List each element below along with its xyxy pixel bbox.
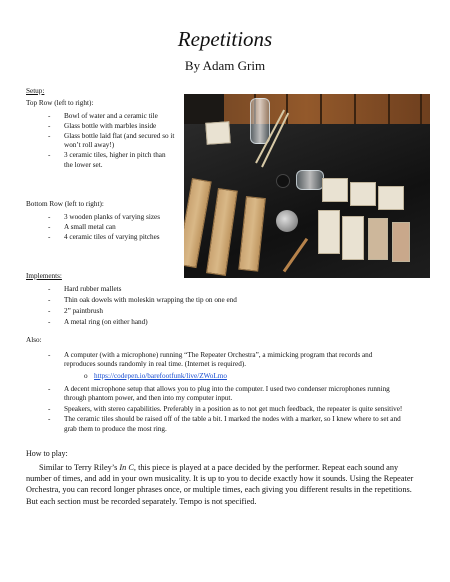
tile-high [378, 186, 404, 210]
list-item: - A computer (with a microphone) running “The Repeater Orchestra”, a mimicking program that records and reproduces sounds randomly in real time. (Internet is required). [64, 351, 404, 370]
list-item: - 4 ceramic tiles of varying pitches [64, 233, 176, 242]
how-to-play-heading: How to play: [26, 449, 68, 458]
also-list [64, 351, 404, 371]
repeater-orchestra-link[interactable]: https://codepen.io/barefootfunk/live/ZWoLmo [94, 372, 227, 380]
also-heading: Also: [26, 336, 42, 344]
implements-list [64, 285, 394, 327]
implements-heading: Implements: [26, 272, 62, 280]
tile-low [392, 222, 410, 262]
list-item: - Glass bottle with marbles inside [64, 122, 176, 131]
tile-high [322, 178, 348, 202]
top-row-list [64, 112, 176, 170]
tile-top-left [205, 121, 230, 145]
list-item: - 2” paintbrush [64, 307, 394, 316]
bottom-row-heading: Bottom Row (left to right): [26, 200, 104, 208]
top-row-heading: Top Row (left to right): [26, 99, 94, 107]
list-item-link [94, 372, 394, 381]
list-item: - Glass bottle laid flat (and secured so it won’t roll away!) [64, 132, 176, 151]
paragraph-text-pre: Similar to Terry Riley’s [39, 463, 120, 472]
also-list-continued [64, 385, 404, 434]
setup-heading: Setup: [26, 87, 45, 95]
tile-low [318, 210, 340, 254]
list-item: - Thin oak dowels with moleskin wrapping the tip on one end [64, 296, 394, 305]
glass-bottle-upright [250, 98, 270, 144]
paragraph-text-post: , this piece is played at a pace decided by the performer. Repeat each sound any number of times, and add in your own musicality. It is up to you to decide exactly how it sounds. Using the Repeater Orchestra, you can record longer phrases once, or multiple times, each giving you different results in the repetitions. But each section must be recorded separately. Tempo is not specified. [26, 463, 414, 506]
bottom-row-list [64, 213, 176, 242]
how-to-play-paragraph [26, 462, 424, 507]
list-item: - Bowl of water and a ceramic tile [64, 112, 176, 121]
link-list [94, 372, 394, 381]
metal-can [276, 210, 298, 232]
list-item: - 3 wooden planks of varying sizes [64, 213, 176, 222]
list-item: - A small metal can [64, 223, 176, 232]
tile-low [368, 218, 388, 260]
author-line: By Adam Grim [184, 58, 266, 73]
list-item: - Hard rubber mallets [64, 285, 394, 294]
rubber-mallet [276, 174, 290, 188]
setup-photo [184, 94, 430, 278]
list-item: - 3 ceramic tiles, higher in pitch than the lower set. [64, 151, 176, 170]
tile-low [342, 216, 364, 260]
list-item: - The ceramic tiles should be raised off of the table a bit. I marked the nodes with a marker, so I knew where to set and grab them to produce the most ring. [64, 415, 404, 434]
list-item: - Speakers, with stereo capabilities. Preferably in a position as to not get much feedback, the repeater is quite sensitive! [64, 405, 404, 414]
list-item: - A decent microphone setup that allows you to plug into the computer. I used two condenser microphones running through phantom power, and then into my computer input. [64, 385, 404, 404]
tile-high [350, 182, 376, 206]
paragraph-title-in-c: In C [119, 463, 134, 472]
glass-bottle-flat [296, 170, 324, 190]
list-item: - A metal ring (on either hand) [64, 318, 394, 327]
page-title: Repetitions [177, 27, 273, 51]
